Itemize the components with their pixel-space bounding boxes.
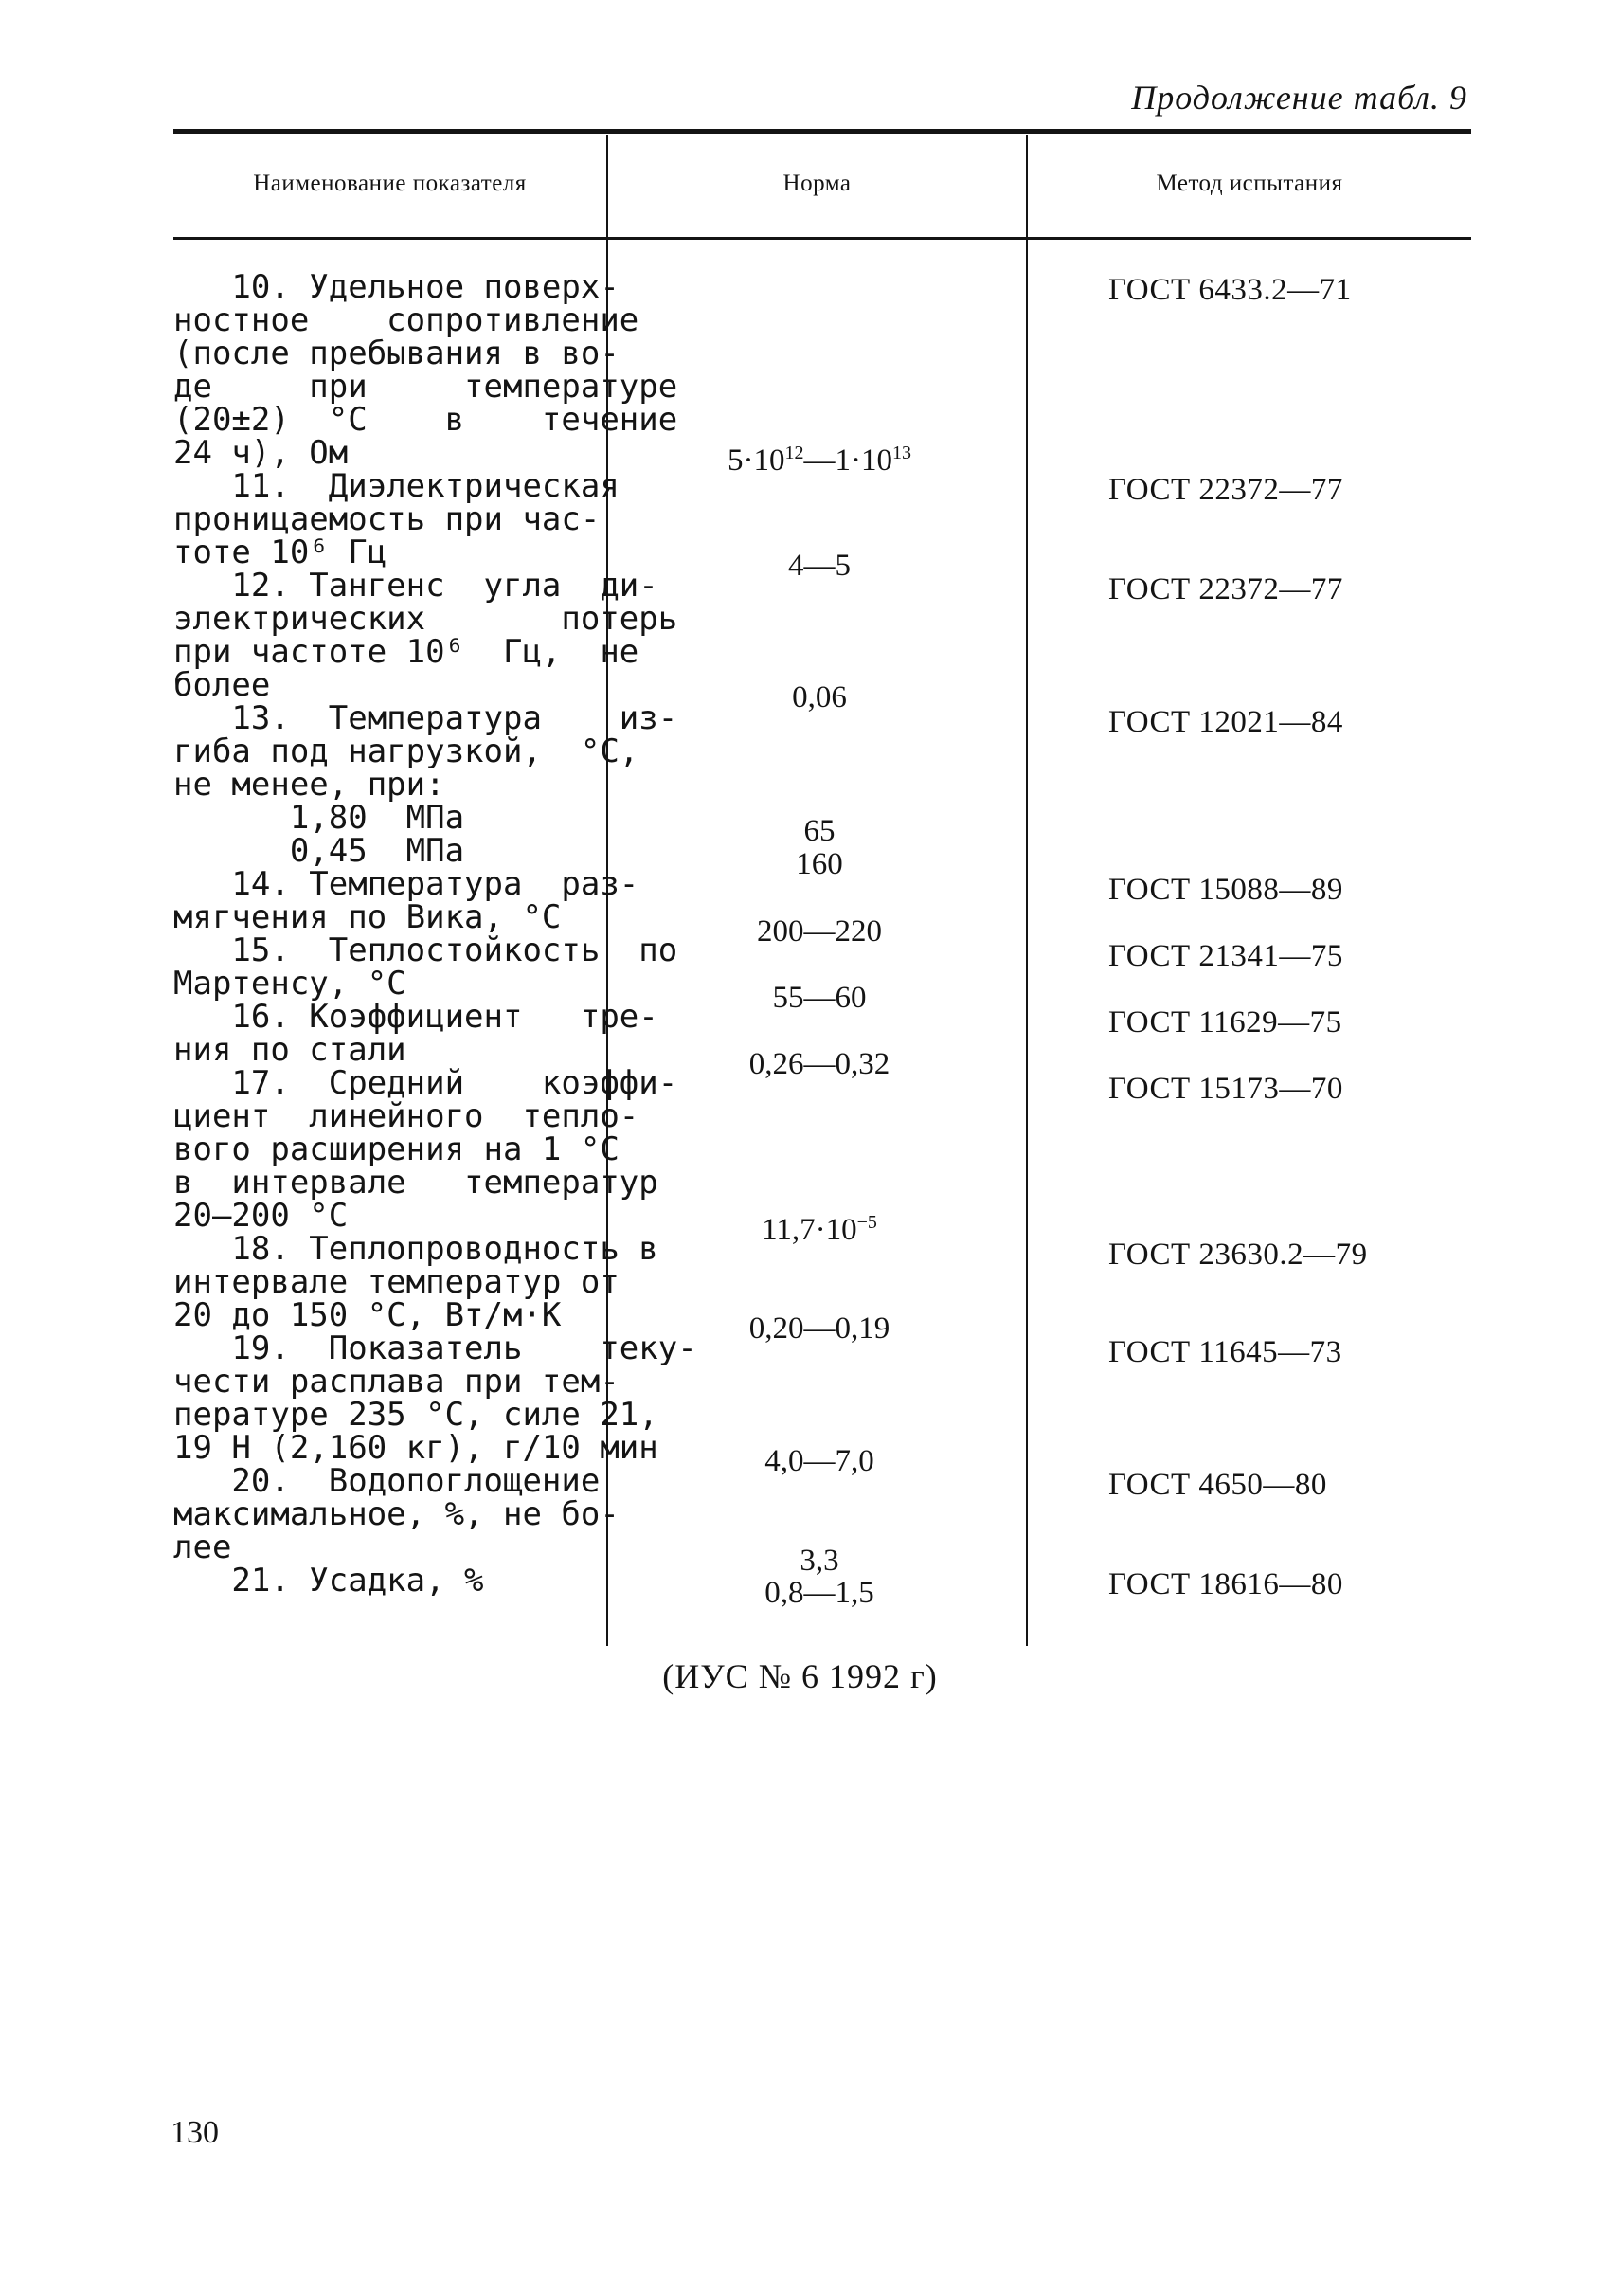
norm-value: 0,26—0,32 — [748, 1047, 890, 1081]
test-method: ГОСТ 21341—75 — [1108, 939, 1343, 973]
test-method: ГОСТ 6433.2—71 — [1108, 273, 1352, 307]
test-method: ГОСТ 12021—84 — [1108, 705, 1343, 739]
norm-value: 65 — [803, 814, 836, 848]
test-method: ГОСТ 22372—77 — [1108, 473, 1343, 507]
test-method: ГОСТ 22372—77 — [1108, 572, 1343, 606]
norm-value: 0,20—0,19 — [748, 1311, 890, 1346]
norm-value: 4,0—7,0 — [764, 1444, 874, 1478]
norm-value: 55—60 — [772, 981, 867, 1015]
header-norm: Норма — [782, 171, 852, 196]
norm-value: 3,3 — [800, 1544, 839, 1578]
indicator-names: 10. Удельное поверх- ностное сопротивление (после пребывания в во- де при температуре (20±2) °С в течение 24 ч), Ом 11. Диэлектрическая проницаемость при час- тоте 10⁶ Гц 12. Тангенс угла ди- электрических потерь при частоте 10⁶ Гц, не более 13. Температура из- гиба под нагрузкой, °С, не менее, при: 1,80 МПа 0,45 МПа 14. Температура раз- мягчения по Вика, °С 15. Теплостойкость по Мартенсу, °С 16. Коэффициент тре- ния по стали 17. Средний коэффи- циент линейного тепло- вого расширения на 1 °С в интервале температур 20—200 °С 18. Теплопроводность в интервале температур от 20 до 150 °С, Вт/м·К 19. Показатель теку- чести расплава при тем- пературе 235 °С, силе 21, 19 Н (2,160 кг), г/10 мин 20. Водопоглощение максимальное, %, не бо- лее 21. Усадка, % — [173, 268, 697, 1600]
column-divider-2 — [1026, 135, 1028, 1646]
amendment-note: (ИУС № 6 1992 г) — [662, 1657, 938, 1695]
test-method: ГОСТ 11629—75 — [1108, 1005, 1342, 1040]
norm-value: $5\cdot 10^{12}—1\cdot 10^{13}$ — [728, 443, 911, 478]
header-test-method: Метод испытания — [1156, 171, 1343, 196]
table-top-rule — [173, 129, 1471, 134]
test-method: ГОСТ 4650—80 — [1108, 1468, 1327, 1502]
page-number: 130 — [171, 2115, 219, 2150]
test-method: ГОСТ 15088—89 — [1108, 873, 1343, 907]
norm-value: 0,8—1,5 — [764, 1576, 874, 1610]
test-method: ГОСТ 23630.2—79 — [1108, 1238, 1368, 1272]
test-method: ГОСТ 15173—70 — [1108, 1072, 1343, 1106]
test-method: ГОСТ 11645—73 — [1108, 1335, 1342, 1369]
norm-value: 4—5 — [788, 549, 851, 583]
table-header-rule — [173, 237, 1471, 240]
norm-value: $11,7\cdot 10^{-5}$ — [762, 1212, 877, 1247]
norm-value: 160 — [796, 847, 843, 881]
header-indicator-name: Наименование показателя — [253, 171, 527, 196]
norm-value: 0,06 — [792, 680, 847, 714]
table-continuation-caption: Продолжение табл. 9 — [1131, 79, 1467, 117]
test-method: ГОСТ 18616—80 — [1108, 1567, 1343, 1601]
norm-value: 200—220 — [757, 914, 882, 949]
